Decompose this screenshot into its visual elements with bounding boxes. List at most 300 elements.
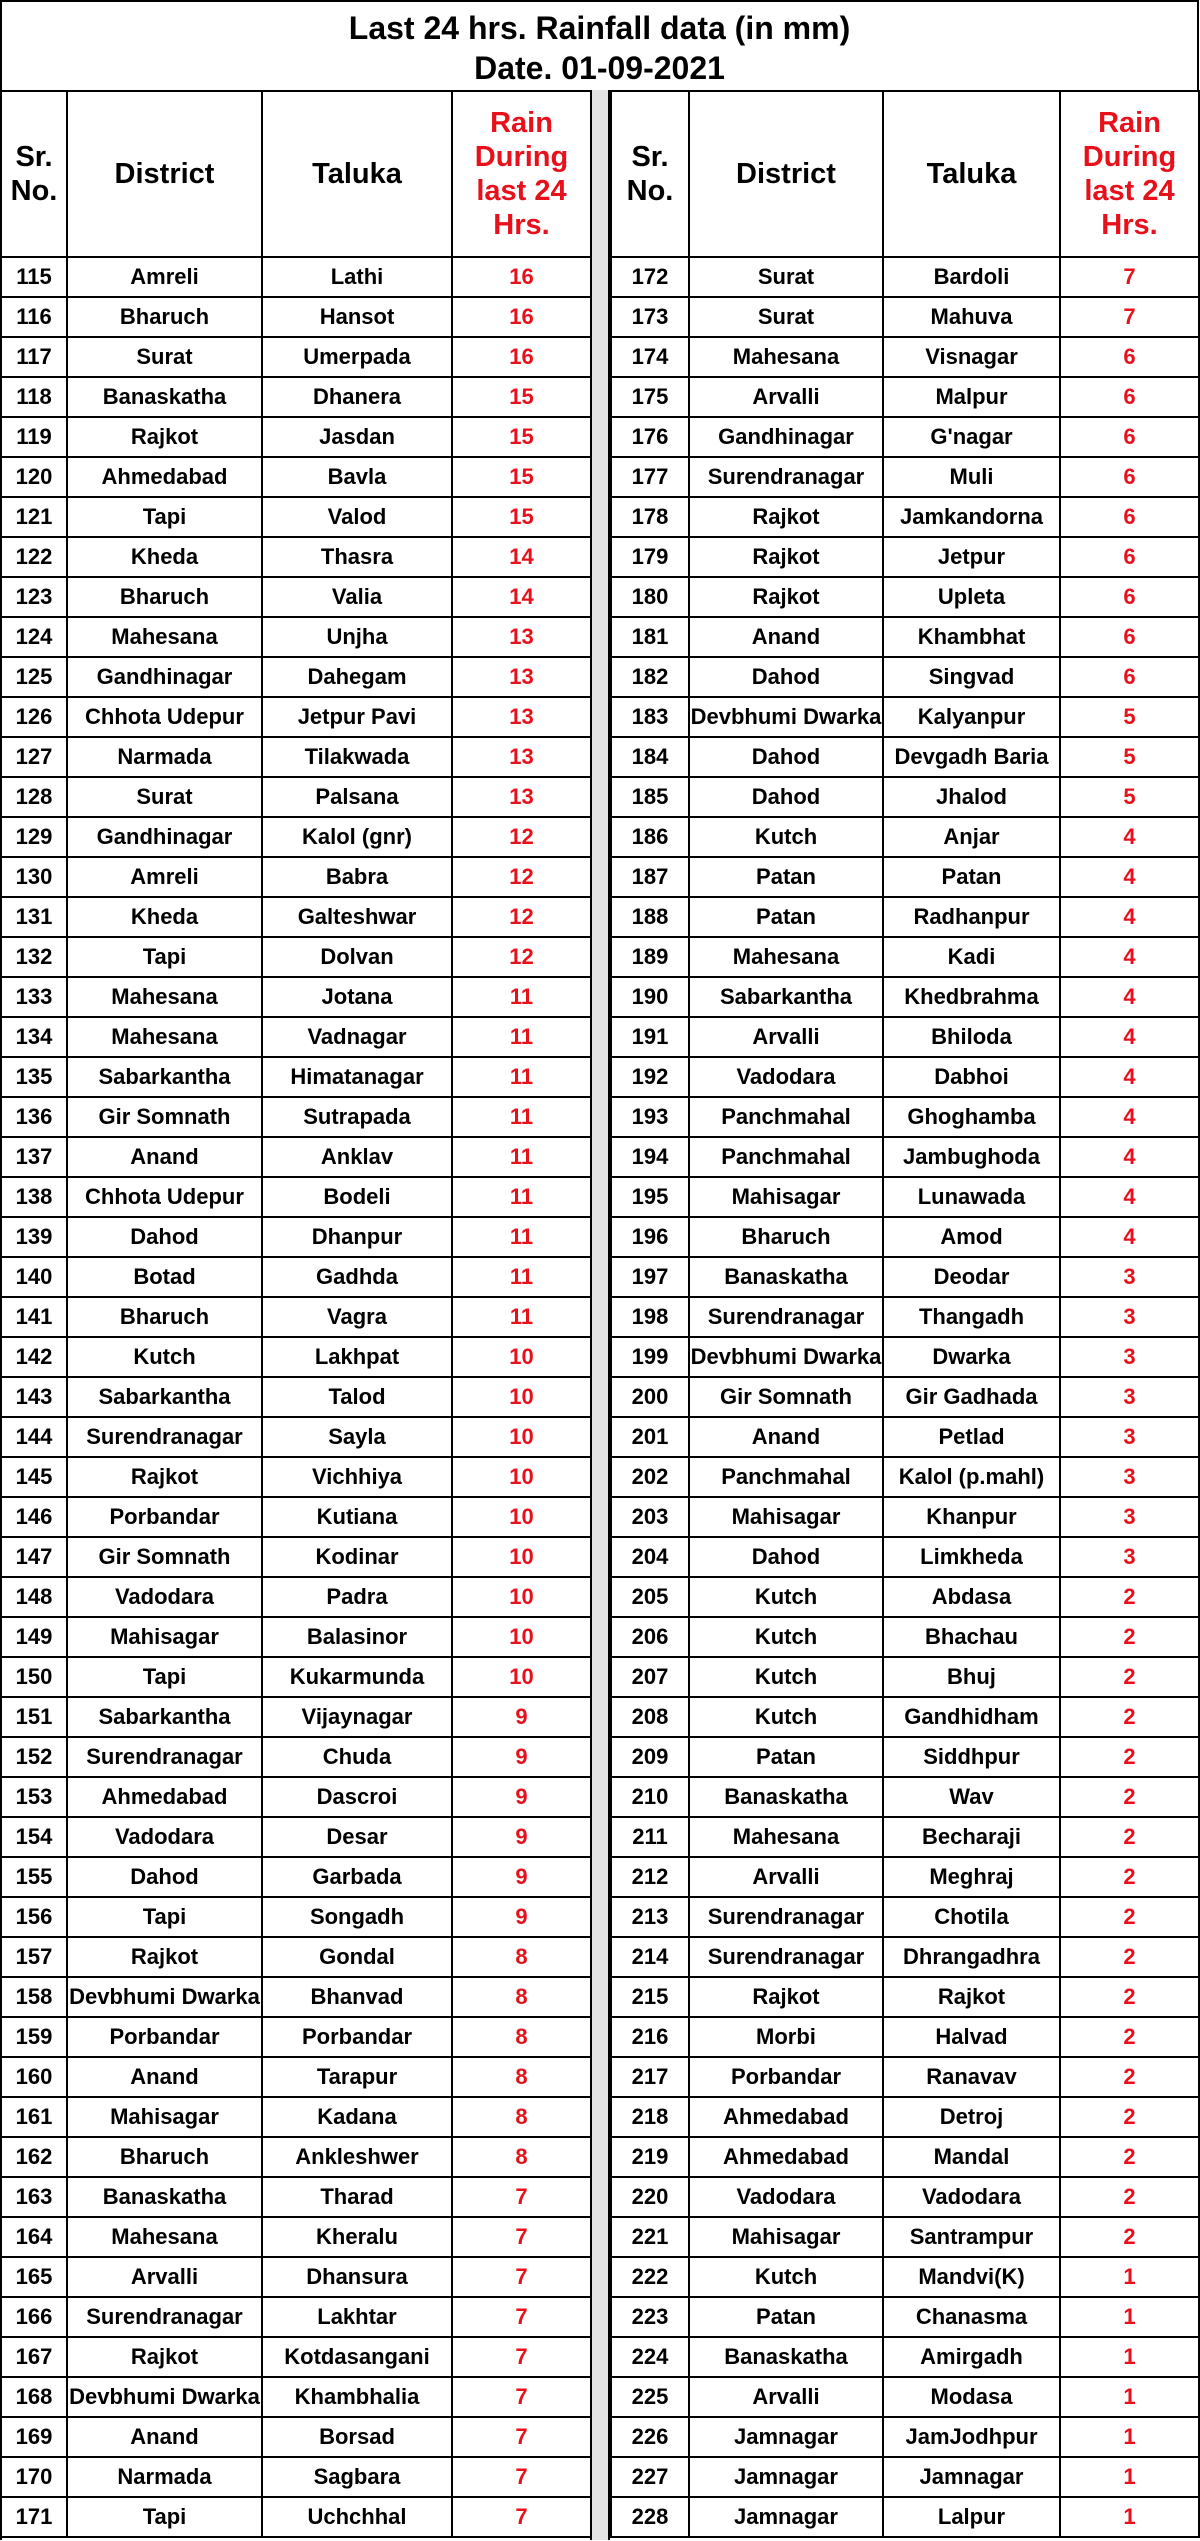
rain-cell: 3 [1060,1337,1199,1377]
rain-cell: 7 [452,2257,591,2297]
table-header-row [611,91,1199,257]
table-row [611,777,1199,817]
taluka-cell: Patan [883,857,1060,897]
table-row [1,2497,591,2537]
taluka-cell: Valod [262,497,452,537]
taluka-cell: Jetpur Pavi [262,697,452,737]
district-cell: Rajkot [67,1457,262,1497]
district-cell: Mahisagar [67,1617,262,1657]
rain-cell: 15 [452,497,591,537]
rain-cell: 2 [1060,2017,1199,2057]
rain-cell: 3 [1060,1377,1199,1417]
table-row [611,1457,1199,1497]
taluka-cell: Sutrapada [262,1097,452,1137]
sr-no-cell: 164 [1,2217,67,2257]
sr-no-cell: 163 [1,2177,67,2217]
taluka-cell: Modasa [883,2377,1060,2417]
taluka-cell: Lalpur [883,2497,1060,2537]
district-cell: Panchmahal [689,1457,883,1497]
taluka-cell: Padra [262,1577,452,1617]
sr-no-cell: 129 [1,817,67,857]
rain-cell: 7 [1060,297,1199,337]
rain-cell: 15 [452,457,591,497]
table-row [611,537,1199,577]
table-row [611,1177,1199,1217]
table-row [1,2457,591,2497]
rain-cell: 4 [1060,1177,1199,1217]
table-row [1,417,591,457]
sr-no-cell: 168 [1,2377,67,2417]
district-cell: Ahmedabad [689,2137,883,2177]
taluka-cell: Kodinar [262,1537,452,1577]
rain-cell: 7 [452,2337,591,2377]
rain-cell: 4 [1060,1217,1199,1257]
taluka-cell: Amirgadh [883,2337,1060,2377]
rain-cell: 11 [452,1297,591,1337]
rain-cell: 10 [452,1497,591,1537]
taluka-cell: Vichhiya [262,1457,452,1497]
taluka-cell: Halvad [883,2017,1060,2057]
taluka-cell: Chotila [883,1897,1060,1937]
rain-cell: 4 [1060,937,1199,977]
table-row [611,857,1199,897]
table-row [1,1897,591,1937]
rain-cell: 3 [1060,1497,1199,1537]
taluka-cell: Dabhoi [883,1057,1060,1097]
district-cell: Anand [689,1417,883,1457]
table-row [1,1777,591,1817]
rain-cell: 2 [1060,1737,1199,1777]
district-cell: Gandhinagar [67,817,262,857]
rain-cell: 3 [1060,1417,1199,1457]
table-row [611,2097,1199,2137]
sr-no-cell: 134 [1,1017,67,1057]
table-row [611,2417,1199,2457]
table-row [1,1817,591,1857]
taluka-cell: Muli [883,457,1060,497]
table-row [1,2417,591,2457]
taluka-cell: Upleta [883,577,1060,617]
rain-cell: 1 [1060,2497,1199,2537]
taluka-cell: Kadi [883,937,1060,977]
sr-no-cell: 138 [1,1177,67,1217]
district-cell: Devbhumi Dwarka [689,697,883,737]
header-taluka: Taluka [262,91,452,257]
taluka-cell: Umerpada [262,337,452,377]
rain-cell: 4 [1060,1097,1199,1137]
table-row [611,1097,1199,1137]
sr-no-cell: 155 [1,1857,67,1897]
table-row [1,1017,591,1057]
rain-cell: 2 [1060,1697,1199,1737]
district-cell: Patan [689,897,883,937]
rain-cell: 6 [1060,497,1199,537]
table-row [611,1937,1199,1977]
district-cell: Surendranagar [67,2297,262,2337]
rain-cell: 2 [1060,1657,1199,1697]
sr-no-cell: 219 [611,2137,689,2177]
district-cell: Anand [67,2057,262,2097]
taluka-cell: Becharaji [883,1817,1060,1857]
header-district: District [67,91,262,257]
rain-cell: 5 [1060,697,1199,737]
taluka-cell: Kheralu [262,2217,452,2257]
table-row [611,897,1199,937]
taluka-cell: Dascroi [262,1777,452,1817]
report-date: Date. 01-09-2021 [474,50,725,86]
table-row [1,1457,591,1497]
taluka-cell: Dhanera [262,377,452,417]
table-row [611,937,1199,977]
rain-cell: 2 [1060,2137,1199,2177]
district-cell: Ahmedabad [689,2097,883,2137]
table-row [611,657,1199,697]
taluka-cell: Vijaynagar [262,1697,452,1737]
sr-no-cell: 199 [611,1337,689,1377]
rain-cell: 5 [1060,737,1199,777]
district-cell: Porbandar [67,2017,262,2057]
district-cell: Dahod [67,1857,262,1897]
sr-no-cell: 184 [611,737,689,777]
rain-cell: 1 [1060,2337,1199,2377]
sr-no-cell: 191 [611,1017,689,1057]
district-cell: Kutch [689,1697,883,1737]
district-cell: Sabarkantha [67,1377,262,1417]
sr-no-cell: 226 [611,2417,689,2457]
district-cell: Mahisagar [689,1177,883,1217]
sr-no-cell: 145 [1,1457,67,1497]
rain-cell: 8 [452,2137,591,2177]
district-cell: Mahesana [67,2217,262,2257]
district-cell: Tapi [67,2497,262,2537]
rain-cell: 8 [452,2017,591,2057]
table-row [1,2297,591,2337]
table-row [611,577,1199,617]
rain-cell: 10 [452,1657,591,1697]
rain-cell: 14 [452,577,591,617]
taluka-cell: Jhalod [883,777,1060,817]
district-cell: Kutch [689,2257,883,2297]
table-row [1,337,591,377]
rain-cell: 9 [452,1857,591,1897]
table-row [611,817,1199,857]
sr-no-cell: 197 [611,1257,689,1297]
sr-no-cell: 208 [611,1697,689,1737]
district-cell: Sabarkantha [689,977,883,1017]
sr-no-cell: 193 [611,1097,689,1137]
taluka-cell: Gadhda [262,1257,452,1297]
rain-cell: 9 [452,1777,591,1817]
taluka-cell: Amod [883,1217,1060,1257]
rain-cell: 6 [1060,457,1199,497]
rain-cell: 9 [452,1817,591,1857]
taluka-cell: Gir Gadhada [883,1377,1060,1417]
table-row [611,2297,1199,2337]
district-cell: Mahesana [67,1017,262,1057]
sr-no-cell: 214 [611,1937,689,1977]
taluka-cell: Dwarka [883,1337,1060,1377]
district-cell: Gir Somnath [689,1377,883,1417]
rain-cell: 2 [1060,1857,1199,1897]
table-row [611,1497,1199,1537]
rain-cell: 8 [452,2057,591,2097]
table-row [1,1177,591,1217]
rain-cell: 4 [1060,1017,1199,1057]
taluka-cell: Jotana [262,977,452,1017]
rain-cell: 10 [452,1537,591,1577]
table-row [611,1217,1199,1257]
sr-no-cell: 142 [1,1337,67,1377]
taluka-cell: Vagra [262,1297,452,1337]
sr-no-cell: 140 [1,1257,67,1297]
sr-no-cell: 127 [1,737,67,777]
rain-cell: 3 [1060,1457,1199,1497]
district-cell: Bharuch [67,1297,262,1337]
table-row [1,2137,591,2177]
sr-no-cell: 212 [611,1857,689,1897]
rain-cell: 3 [1060,1537,1199,1577]
sr-no-cell: 183 [611,697,689,737]
district-cell: Botad [67,1257,262,1297]
table-row [611,297,1199,337]
rain-cell: 4 [1060,857,1199,897]
table-row [1,1497,591,1537]
rain-cell: 13 [452,697,591,737]
district-cell: Bharuch [67,297,262,337]
district-cell: Vadodara [689,2177,883,2217]
district-cell: Vadodara [67,1577,262,1617]
rain-cell: 13 [452,737,591,777]
rain-cell: 4 [1060,1057,1199,1097]
district-cell: Devbhumi Dwarka [67,2377,262,2417]
rain-cell: 3 [1060,1297,1199,1337]
table-row [1,977,591,1017]
rain-cell: 8 [452,2097,591,2137]
district-cell: Surat [689,257,883,297]
taluka-cell: Gandhidham [883,1697,1060,1737]
rain-cell: 10 [452,1457,591,1497]
sr-no-cell: 123 [1,577,67,617]
district-cell: Kutch [689,1657,883,1697]
table-row [611,1577,1199,1617]
sr-no-cell: 187 [611,857,689,897]
sr-no-cell: 204 [611,1537,689,1577]
table-row [611,737,1199,777]
district-cell: Amreli [67,257,262,297]
table-row [1,2217,591,2257]
table-row [1,1297,591,1337]
district-cell: Mahesana [689,1817,883,1857]
table-row [1,1617,591,1657]
district-cell: Kutch [689,1577,883,1617]
sr-no-cell: 139 [1,1217,67,1257]
sr-no-cell: 174 [611,337,689,377]
rain-cell: 8 [452,1977,591,2017]
taluka-cell: Kalol (p.mahl) [883,1457,1060,1497]
table-row [611,337,1199,377]
table-row [611,497,1199,537]
taluka-cell: Tharad [262,2177,452,2217]
district-cell: Arvalli [689,1857,883,1897]
table-row [611,257,1199,297]
rain-cell: 12 [452,857,591,897]
taluka-cell: JamJodhpur [883,2417,1060,2457]
rain-cell: 7 [1060,257,1199,297]
table-row [611,1977,1199,2017]
sr-no-cell: 222 [611,2257,689,2297]
taluka-cell: Ankleshwer [262,2137,452,2177]
taluka-cell: Gondal [262,1937,452,1977]
rain-cell: 11 [452,1177,591,1217]
sr-no-cell: 215 [611,1977,689,2017]
taluka-cell: Bavla [262,457,452,497]
taluka-cell: Desar [262,1817,452,1857]
sr-no-cell: 117 [1,337,67,377]
district-cell: Surendranagar [67,1417,262,1457]
sr-no-cell: 220 [611,2177,689,2217]
table-row [611,417,1199,457]
rain-cell: 2 [1060,2177,1199,2217]
taluka-cell: Sayla [262,1417,452,1457]
taluka-cell: Chuda [262,1737,452,1777]
taluka-cell: G'nagar [883,417,1060,457]
sr-no-cell: 165 [1,2257,67,2297]
district-cell: Rajkot [67,1937,262,1977]
district-cell: Anand [689,617,883,657]
sr-no-cell: 176 [611,417,689,457]
sr-no-cell: 217 [611,2057,689,2097]
sr-no-cell: 128 [1,777,67,817]
taluka-cell: Tarapur [262,2057,452,2097]
sr-no-cell: 119 [1,417,67,457]
taluka-cell: Singvad [883,657,1060,697]
taluka-cell: Valia [262,577,452,617]
district-cell: Jamnagar [689,2497,883,2537]
sr-no-cell: 213 [611,1897,689,1937]
taluka-cell: Siddhpur [883,1737,1060,1777]
sr-no-cell: 198 [611,1297,689,1337]
district-cell: Tapi [67,937,262,977]
table-row [1,1337,591,1377]
rain-cell: 16 [452,297,591,337]
rain-cell: 2 [1060,1977,1199,2017]
rain-cell: 11 [452,977,591,1017]
district-cell: Arvalli [689,377,883,417]
sr-no-cell: 225 [611,2377,689,2417]
table-row [1,777,591,817]
table-row [611,1297,1199,1337]
rain-cell: 6 [1060,337,1199,377]
sr-no-cell: 227 [611,2457,689,2497]
district-cell: Ahmedabad [67,457,262,497]
taluka-cell: Jasdan [262,417,452,457]
table-row [611,1417,1199,1457]
district-cell: Patan [689,2297,883,2337]
district-cell: Surendranagar [67,1737,262,1777]
table-row [1,2377,591,2417]
table-row [1,2337,591,2377]
rain-cell: 3 [1060,1257,1199,1297]
sr-no-cell: 189 [611,937,689,977]
table-row [1,1937,591,1977]
sr-no-cell: 160 [1,2057,67,2097]
table-row [1,1417,591,1457]
table-row [1,937,591,977]
taluka-cell: Mahuva [883,297,1060,337]
district-cell: Devbhumi Dwarka [67,1977,262,2017]
district-cell: Panchmahal [689,1097,883,1137]
taluka-cell: Ghoghamba [883,1097,1060,1137]
table-row [1,1657,591,1697]
sr-no-cell: 121 [1,497,67,537]
rain-cell: 16 [452,257,591,297]
sr-no-cell: 146 [1,1497,67,1537]
sr-no-cell: 131 [1,897,67,937]
rain-cell: 7 [452,2297,591,2337]
table-row [1,1057,591,1097]
taluka-cell: Wav [883,1777,1060,1817]
taluka-cell: Bhachau [883,1617,1060,1657]
sr-no-cell: 169 [1,2417,67,2457]
table-row [611,457,1199,497]
table-row [1,577,591,617]
table-row [611,2457,1199,2497]
sr-no-cell: 192 [611,1057,689,1097]
taluka-cell: Dhrangadhra [883,1937,1060,1977]
district-cell: Dahod [689,737,883,777]
taluka-cell: Detroj [883,2097,1060,2137]
district-cell: Banaskatha [689,1777,883,1817]
column-divider [590,90,610,2540]
header-sr-no: Sr. No. [611,91,689,257]
sr-no-cell: 175 [611,377,689,417]
district-cell: Bharuch [67,577,262,617]
table-row [611,1777,1199,1817]
table-row [611,2057,1199,2097]
rain-cell: 9 [452,1737,591,1777]
sr-no-cell: 120 [1,457,67,497]
taluka-cell: Jamnagar [883,2457,1060,2497]
sr-no-cell: 185 [611,777,689,817]
table-row [611,1737,1199,1777]
taluka-cell: Uchchhal [262,2497,452,2537]
table-row [1,817,591,857]
table-row [1,257,591,297]
taluka-cell: Chanasma [883,2297,1060,2337]
rain-cell: 7 [452,2417,591,2457]
table-header-row [1,91,591,257]
table-row [1,737,591,777]
sr-no-cell: 153 [1,1777,67,1817]
table-row [1,1377,591,1417]
district-cell: Patan [689,1737,883,1777]
rain-cell: 1 [1060,2417,1199,2457]
table-row [1,2177,591,2217]
rain-cell: 10 [452,1337,591,1377]
district-cell: Porbandar [67,1497,262,1537]
table-row [611,2257,1199,2297]
sr-no-cell: 157 [1,1937,67,1977]
sr-no-cell: 224 [611,2337,689,2377]
district-cell: Gandhinagar [689,417,883,457]
taluka-cell: Vadodara [883,2177,1060,2217]
sr-no-cell: 151 [1,1697,67,1737]
taluka-cell: Balasinor [262,1617,452,1657]
sr-no-cell: 206 [611,1617,689,1657]
rain-cell: 6 [1060,417,1199,457]
district-cell: Jamnagar [689,2417,883,2457]
table-row [1,2017,591,2057]
